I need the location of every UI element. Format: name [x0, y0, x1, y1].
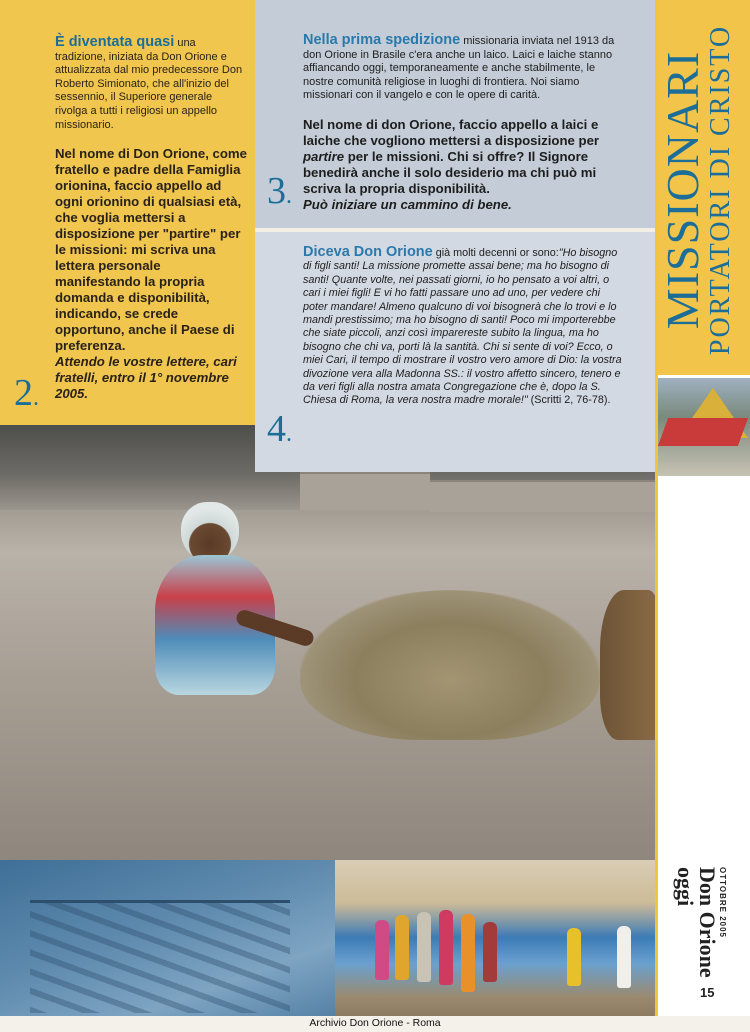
section-2-intro [55, 36, 247, 132]
section-4-number-digit: 4 [267, 408, 286, 450]
section-2-lead: È diventata quasi [55, 34, 175, 50]
photo-figure [417, 912, 431, 982]
section-3-number-digit: 3 [267, 170, 286, 212]
right-sidebar [655, 0, 750, 1032]
section-2-appeal: Nel nome di Don Orione, come fratello e padre della Famiglia orionina, faccio appello ad ogni orionino di qualsiasi età, che voglia mettersi a disposizione per "partire" per le missioni: mi scriva una lettera personale manifestando la propria domanda e disponibilità, indicando, se crede opportuno, anche il Paese di preferenza. [55, 146, 247, 354]
sidebar-photo-tent [658, 378, 750, 476]
section-3-number: 3. [267, 170, 292, 212]
section-4-number: 4. [267, 408, 292, 450]
section-3-lead: Nella prima spedizione [303, 32, 461, 48]
photo-woman-figure [145, 500, 295, 710]
vertical-title-rotated [657, 10, 750, 370]
section-2-number: 2. [14, 372, 39, 414]
photo-straw-pile [300, 590, 600, 740]
section-3-appeal-b: per le missioni. Chi si offre? Il Signore benedirà anche il solo desiderio ma chi può mi scriva la propria disponibilità. [303, 148, 597, 196]
section-2-intro-text: una tradizione, iniziata da Don Orione e attualizzata dal mio predecessore Don Roberto Simionato, che all'inizio del sessennio, il Superiore generale rivolga a tutti i religiosi un appello missionario. [55, 37, 243, 131]
section-3-appeal [303, 117, 625, 197]
photo-figure [483, 922, 497, 982]
section-2-box [0, 0, 255, 425]
photo-ship-hull [30, 900, 290, 1013]
section-4-text [303, 246, 625, 408]
sidebar-title-big: MISSIONARI [657, 50, 708, 330]
section-3-closing: Può iniziare un cammino di bene. [303, 196, 512, 212]
page-number: 15 [700, 985, 715, 1000]
photo-figure [375, 920, 389, 980]
photo-sack [600, 590, 660, 740]
photo-figure [439, 910, 453, 985]
sidebar-title-small: PORTATORI DI CRISTO [705, 24, 736, 356]
section-4-intro: già molti decenni or sono: [432, 247, 559, 259]
section-4-lead: Diceva Don Orione [303, 244, 433, 260]
issue-date: OTTOBRE 2005 [718, 867, 727, 938]
section-4-box [255, 232, 655, 472]
section-4-body [303, 246, 625, 408]
section-2-number-digit: 2 [14, 372, 33, 414]
section-3-text [303, 34, 625, 213]
magazine-logo-rotated [673, 867, 727, 983]
photo-figure [617, 926, 631, 988]
section-3-intro [303, 34, 625, 103]
magazine-name: Don Orione oggi [673, 867, 720, 978]
section-3-intro-text: missionaria inviata nel 1913 da don Orione in Brasile c'era anche un laico. Laici e laiche stanno affiancando oggi, temporaneamente e anche stabilmente, le nostre comunità religiose in luoghi di frontiera. Noi siamo missionari con il vangelo e con le opere di carità. [303, 35, 615, 102]
section-3-appeal-italic: partire [303, 148, 345, 164]
section-2-text [55, 36, 247, 402]
magazine-logo [666, 867, 736, 980]
photo-ship-wreck [0, 860, 335, 1032]
photo-stone-step [300, 472, 430, 510]
photo-stone-step [430, 480, 655, 512]
photo-women-carrying-water [335, 860, 658, 1032]
photo-figure [395, 915, 409, 980]
section-2-closing: Attendo le vostre lettere, cari fratelli, entro il 1° novembre 2005. [55, 354, 237, 402]
section-3-appeal-a: Nel nome di don Orione, faccio appello a laici e laiche che vogliono mettersi a disposizione per [303, 116, 600, 148]
photo-figure [461, 914, 475, 992]
archive-footer: Archivio Don Orione - Roma [309, 1017, 441, 1029]
sidebar-title-panel [658, 0, 750, 375]
photo-woman-head [181, 502, 239, 562]
section-3-box [255, 0, 655, 228]
photo-red-tarp [658, 418, 748, 446]
photo-figure [567, 928, 581, 986]
section-4-citation: (Scritti 2, 76-78). [527, 394, 611, 407]
section-4-quote: "Ho bisogno di figli santi! La missione promette assai bene; ma ho bisogno di santi! Quante volte, nei passati giorni, io ho pensato a voi altri, o cari i miei figli! E vi ho fatti passare uno ad uno, per vedere chi poter mandare! Almeno qualcuno di voi bisognerà che lo trovi e lo mandi prestissimo; ma ho bisogno di santi! Poco mi importerebbe che siate piccoli, anzi così imparereste subito la lingua, ma ho bisogno che chi va, porti là la santità. Chi si sente di voi? Ecco, o miei Cari, il tempo di mostrare il vostro vero amore di Dio: la vostra divozione vera alla Madonna SS.: il vostro affetto sincero, tenero e da veri figli alla nostra amata Congregazione che è, dopo la S. Chiesa di Roma, la vera nostra madre morale!" [303, 247, 622, 407]
